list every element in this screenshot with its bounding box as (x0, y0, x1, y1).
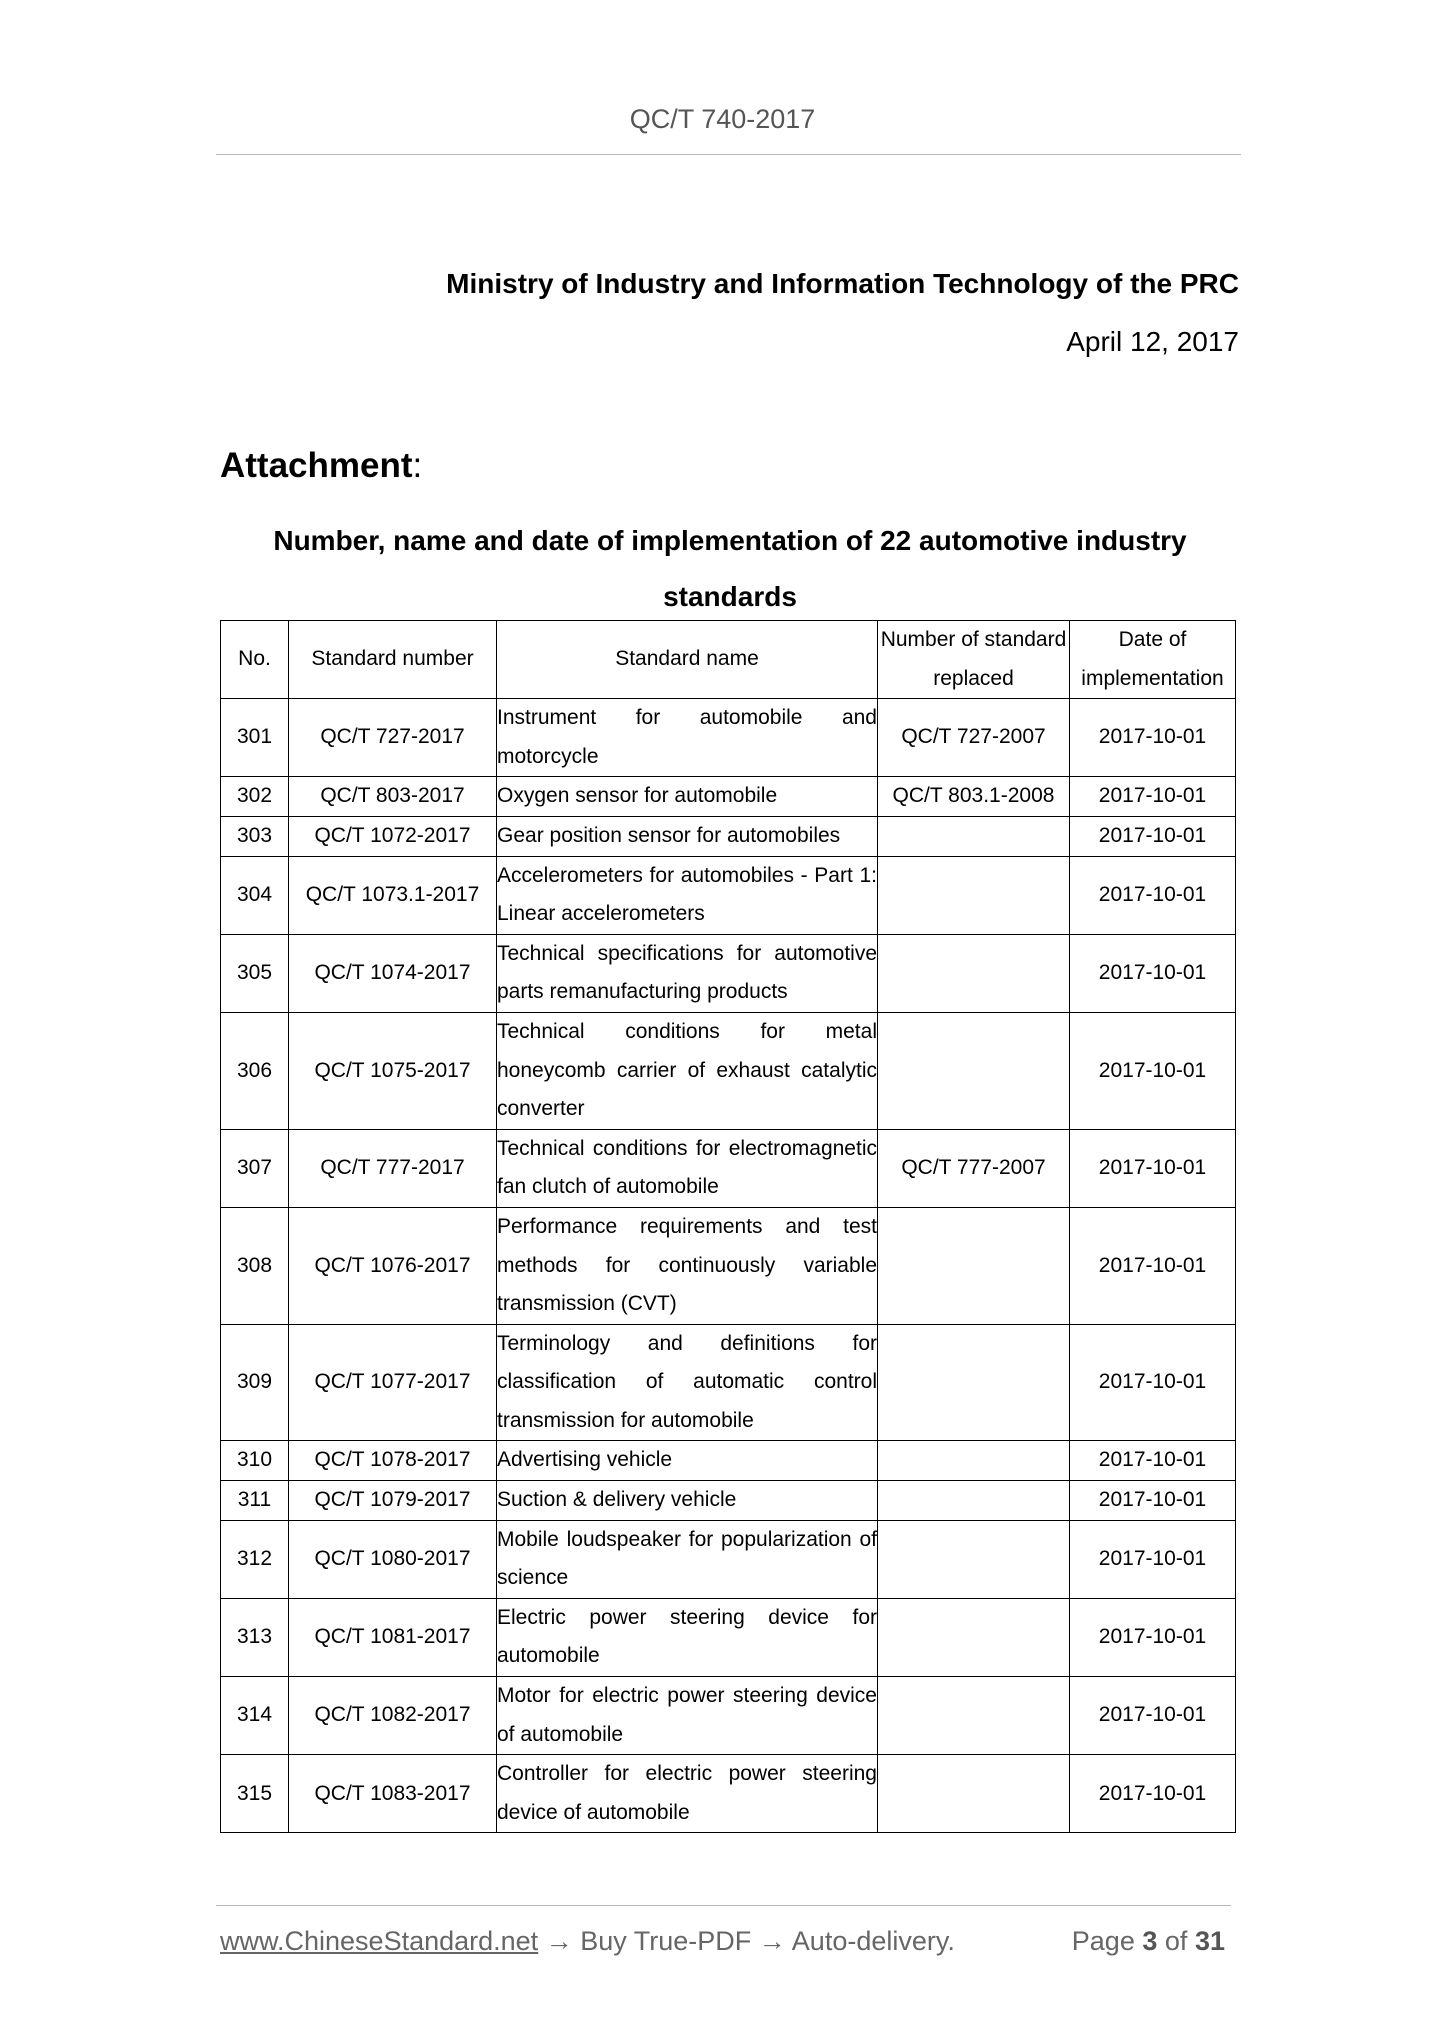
cell-standard-number: QC/T 1081-2017 (289, 1598, 497, 1676)
attachment-heading (220, 446, 422, 486)
cell-number-replaced (878, 1207, 1070, 1324)
cell-no: 308 (221, 1207, 289, 1324)
table-row (221, 1520, 1236, 1598)
cell-date-implementation: 2017-10-01 (1070, 856, 1236, 934)
table-body (221, 699, 1236, 1833)
cell-number-replaced (878, 1520, 1070, 1598)
cell-number-replaced (878, 1324, 1070, 1441)
cell-standard-number: QC/T 1078-2017 (289, 1441, 497, 1481)
table-row (221, 1207, 1236, 1324)
attachment-label: Attachment (220, 446, 413, 485)
cell-no: 312 (221, 1520, 289, 1598)
table-row (221, 856, 1236, 934)
header-standard-name: Standard name (497, 621, 878, 699)
issue-date: April 12, 2017 (1066, 326, 1239, 357)
cell-standard-name: Advertising vehicle (497, 1441, 878, 1481)
cell-standard-number: QC/T 1083-2017 (289, 1755, 497, 1833)
cell-date-implementation: 2017-10-01 (1070, 1677, 1236, 1755)
cell-standard-name: Instrument for automobile and motorcycle (497, 699, 878, 777)
cell-standard-number: QC/T 1074-2017 (289, 934, 497, 1012)
cell-standard-name: Technical specifications for automotive parts remanufacturing products (497, 934, 878, 1012)
cell-date-implementation: 2017-10-01 (1070, 777, 1236, 817)
cell-standard-name: Accelerometers for automobiles - Part 1: Linear accelerometers (497, 856, 878, 934)
cell-number-replaced (878, 1598, 1070, 1676)
cell-number-replaced (878, 1755, 1070, 1833)
page-of: of (1164, 1926, 1188, 1956)
attachment-colon: : (412, 446, 423, 485)
table-row (221, 816, 1236, 856)
cell-number-replaced: QC/T 803.1-2008 (878, 777, 1070, 817)
cell-standard-name: Controller for electric power steering device of automobile (497, 1755, 878, 1833)
cell-standard-number: QC/T 1073.1-2017 (289, 856, 497, 934)
cell-number-replaced: QC/T 777-2007 (878, 1129, 1070, 1207)
cell-standard-number: QC/T 1077-2017 (289, 1324, 497, 1441)
table-title: Number, name and date of implementation of 22 automotive industry standards (273, 525, 1187, 612)
header-number-replaced: Number of standard replaced (878, 621, 1070, 699)
cell-no: 310 (221, 1441, 289, 1481)
standards-table (220, 620, 1236, 1833)
arrow-right-icon: → (758, 1926, 786, 1956)
page-label: Page (1071, 1926, 1135, 1956)
cell-standard-number: QC/T 1082-2017 (289, 1677, 497, 1755)
page-indicator (1072, 1926, 1225, 1957)
header-date-implementation: Date of implementation (1070, 621, 1236, 699)
cell-date-implementation: 2017-10-01 (1070, 1520, 1236, 1598)
cell-standard-name: Gear position sensor for automobiles (497, 816, 878, 856)
cell-no: 315 (221, 1755, 289, 1833)
cell-standard-number: QC/T 1076-2017 (289, 1207, 497, 1324)
cell-date-implementation: 2017-10-01 (1070, 1755, 1236, 1833)
cell-standard-name: Oxygen sensor for automobile (497, 777, 878, 817)
page-current: 3 (1142, 1926, 1158, 1956)
cell-standard-number: QC/T 1080-2017 (289, 1520, 497, 1598)
cell-date-implementation: 2017-10-01 (1070, 1598, 1236, 1676)
page-footer (220, 1926, 1225, 1957)
cell-standard-number: QC/T 777-2017 (289, 1129, 497, 1207)
table-row (221, 1481, 1236, 1521)
cell-standard-name: Performance requirements and test methods for continuously variable transmission (CVT) (497, 1207, 878, 1324)
cell-number-replaced (878, 1012, 1070, 1129)
cell-number-replaced (878, 856, 1070, 934)
cell-standard-number: QC/T 1072-2017 (289, 816, 497, 856)
cell-standard-name: Mobile loudspeaker for popularization of science (497, 1520, 878, 1598)
table-row (221, 699, 1236, 777)
table-row (221, 934, 1236, 1012)
table-row (221, 1324, 1236, 1441)
cell-standard-name: Terminology and definitions for classification of automatic control transmission for automobile (497, 1324, 878, 1441)
header-divider (216, 154, 1241, 155)
cell-date-implementation: 2017-10-01 (1070, 1012, 1236, 1129)
cell-no: 311 (221, 1481, 289, 1521)
cell-standard-name: Technical conditions for metal honeycomb carrier of exhaust catalytic converter (497, 1012, 878, 1129)
cell-number-replaced (878, 1441, 1070, 1481)
cell-date-implementation: 2017-10-01 (1070, 1129, 1236, 1207)
cell-standard-name: Technical conditions for electromagnetic fan clutch of automobile (497, 1129, 878, 1207)
cell-standard-name: Electric power steering device for automobile (497, 1598, 878, 1676)
cell-standard-number: QC/T 1075-2017 (289, 1012, 497, 1129)
arrow-right-icon: → (545, 1926, 573, 1956)
cell-date-implementation: 2017-10-01 (1070, 816, 1236, 856)
cell-number-replaced (878, 1481, 1070, 1521)
cell-no: 304 (221, 856, 289, 934)
header-standard-number: Standard number (289, 621, 497, 699)
cell-standard-name: Motor for electric power steering device of automobile (497, 1677, 878, 1755)
auto-delivery-text: Auto-delivery. (791, 1926, 955, 1956)
cell-number-replaced (878, 934, 1070, 1012)
cell-standard-number: QC/T 1079-2017 (289, 1481, 497, 1521)
cell-number-replaced: QC/T 727-2007 (878, 699, 1070, 777)
issuing-ministry: Ministry of Industry and Information Technology of the PRC (446, 268, 1239, 299)
cell-no: 306 (221, 1012, 289, 1129)
header-no: No. (221, 621, 289, 699)
cell-no: 305 (221, 934, 289, 1012)
table-row (221, 1677, 1236, 1755)
cell-standard-number: QC/T 803-2017 (289, 777, 497, 817)
page-total: 31 (1194, 1926, 1225, 1956)
cell-no: 303 (221, 816, 289, 856)
cell-date-implementation: 2017-10-01 (1070, 1324, 1236, 1441)
cell-no: 307 (221, 1129, 289, 1207)
table-header-row (221, 621, 1236, 699)
table-row (221, 1012, 1236, 1129)
cell-number-replaced (878, 816, 1070, 856)
table-row (221, 1441, 1236, 1481)
cell-date-implementation: 2017-10-01 (1070, 1441, 1236, 1481)
cell-date-implementation: 2017-10-01 (1070, 1207, 1236, 1324)
cell-standard-number: QC/T 727-2017 (289, 699, 497, 777)
cell-date-implementation: 2017-10-01 (1070, 1481, 1236, 1521)
cell-no: 313 (221, 1598, 289, 1676)
cell-date-implementation: 2017-10-01 (1070, 699, 1236, 777)
cell-standard-name: Suction & delivery vehicle (497, 1481, 878, 1521)
cell-no: 302 (221, 777, 289, 817)
table-row (221, 1129, 1236, 1207)
cell-no: 314 (221, 1677, 289, 1755)
document-header-code: QC/T 740-2017 (629, 104, 816, 134)
table-row (221, 1755, 1236, 1833)
cell-date-implementation: 2017-10-01 (1070, 934, 1236, 1012)
table-row (221, 777, 1236, 817)
website-link[interactable]: www.ChineseStandard.net (220, 1926, 539, 1956)
cell-no: 301 (221, 699, 289, 777)
buy-true-pdf-text: Buy True-PDF (580, 1926, 752, 1956)
table-row (221, 1598, 1236, 1676)
cell-no: 309 (221, 1324, 289, 1441)
cell-number-replaced (878, 1677, 1070, 1755)
footer-divider (216, 1905, 1231, 1906)
